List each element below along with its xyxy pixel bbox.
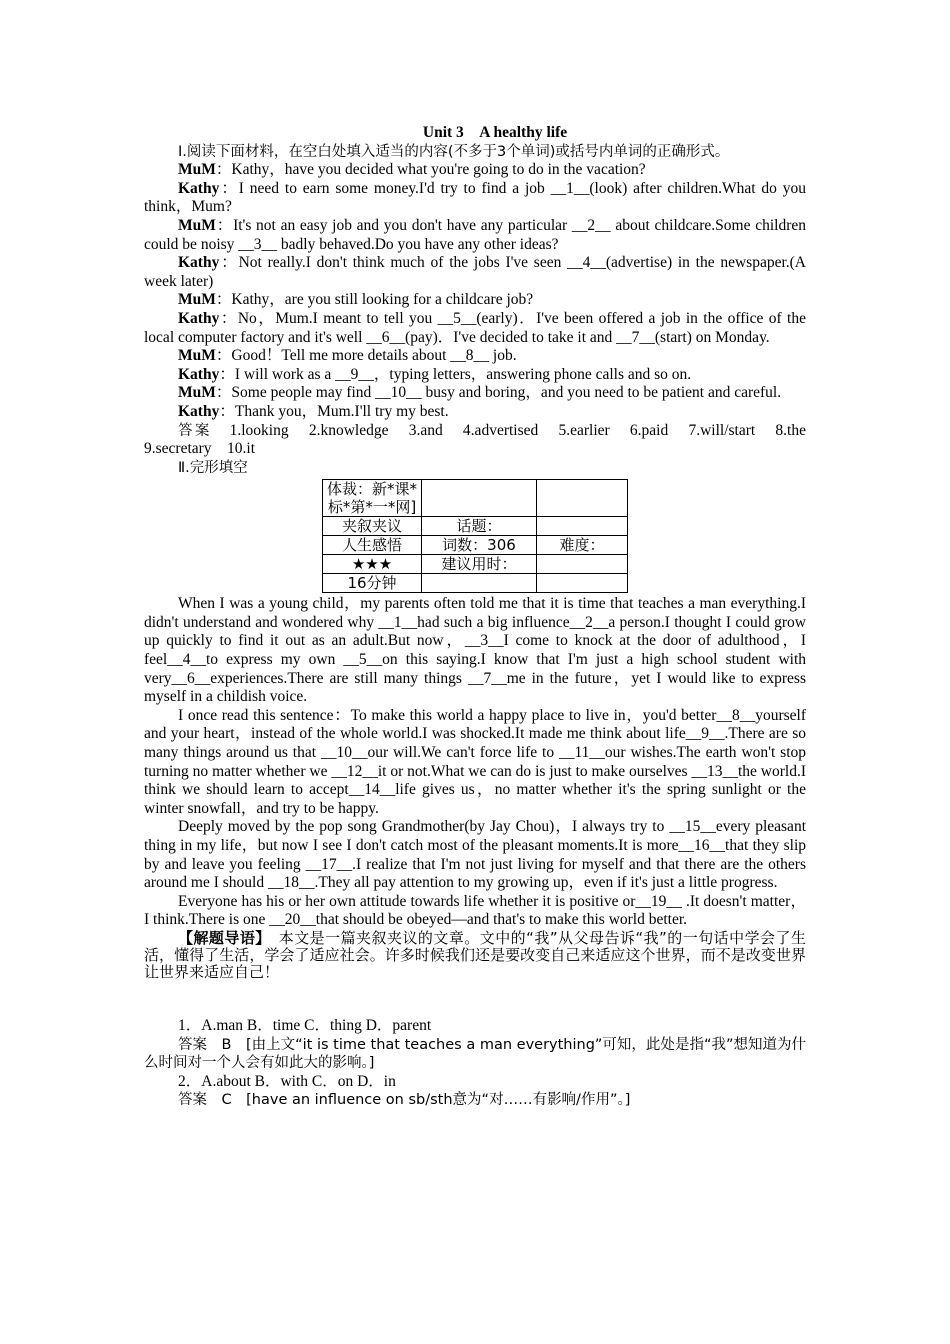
passage-paragraph: I once read this sentence：To make this world a happy place to live in，you'd better__8__yourself and your heart，instead of the whole world.I was shocked.It made me think about life__9__.There are so many things around us that __10__our will.We can't force life to __11__our wishes.The earth won't stop turning no matter whether we __12__it or not.What we can do is just to make ourselves __13__the world.I think we should learn to accept__14__life gives us，no matter whether it's the spring sunlight or the winter snowfall，and try to be happy. [144,706,806,817]
dialog-line: Kathy：Thank you，Mum.I'll try my best. [178,402,449,420]
section2-heading: Ⅱ.完形填空 [178,459,248,476]
question-line: 1．A.man B．time C．thing D．parent [178,1016,432,1034]
dialog-line: MuM：Kathy，have you decided what you're going to do in the vacation? [178,161,646,179]
dialog-line: MuM：Good！Tell me more details about __8__ job. [178,347,517,365]
question-answer: 答案 C [have an influence on sb/sth意为“对……有影响/作用”。] [178,1092,631,1109]
guide-note: 【解题导语】 本文是一篇夹叙夹议的文章。文中的“我”从父母告诉“我”的一句话中学会了生活，懂得了生活，学会了适应社会。许多时候我们还是要改变自己来适应这个世界，而不是改变世界让世界来适应自己！ [144,928,806,981]
info-table: 体裁：新*课*标*第*一*网] 夹叙夹议 话题： 人生感悟 词数：306 难度： ★★★ 建议用时： 16分钟 [322,479,628,593]
dialog-line: Kathy：No，Mum.I meant to tell you __5__(early)．I've been offered a job in the office of the local computer factory and it's well __6__(pay)．I've decided to take it and __7__(start) on Monday. [144,309,806,346]
document-page [144,124,822,1110]
dialog-line: MuM：Some people may find __10__ busy and boring，and you need to be patient and careful. [178,384,782,402]
spacer [144,981,806,1017]
dialog-line: Kathy：Not really.I don't think much of the jobs I've seen __4__(advertise) in the newspaper.(A week later) [144,254,806,290]
answer-line: 答案 1.looking 2.knowledge 3.and 4.advertised 5.earlier 6.paid 7.will/start 8.the 9.secretary 10.it [144,421,822,458]
passage-paragraph: Everyone has his or her own attitude towards life whether it is positive or__19__ .It doesn't matter，I think.There is one __20__that should be obeyed—and that's to make this world better. [144,892,806,929]
question-line: 2．A.about B．with C．on D．in [178,1072,396,1090]
unit-title: Unit 3 A healthy life [422,124,568,141]
dialog-line: Kathy：I need to earn some money.I'd try to find a job __1__(look) after children.What do you think，Mum? [144,179,806,216]
passage-paragraph: Deeply moved by the pop song Grandmother(by Jay Chou)，I always try to __15__every pleasant thing in my life，but now I see I don't catch most of the pleasant moments.It is more__16__that they slip by and leave you feeling __17__.I realize that I'm not just living for myself and that there are the others around me I should __18__.They all pay attention to my growing up，even if it's just a little progress. [144,818,806,892]
question-answer: 答案 B [由上文“it is time that teaches a man everything”可知，此处是指“我”想知道为什么时间对一个人会有如此大的影响。] [144,1036,806,1072]
dialog [144,161,806,421]
passage-paragraph: When I was a young child，my parents often told me that it is time that teaches a man everything.I didn't understand and wondered why __1__had such a big influence__2__a person.I thought I could grow up quickly to find it out as an adult.But now，__3__I come to knock at the door of adulthood，I feel__4__to express my own __5__on this saying.I know that I'm just a high school student with very__6__experiences.There are still many things __7__me in the future，yet I would like to express myself in a childish voice. [144,595,806,706]
section1-instruction: Ⅰ.阅读下面材料，在空白处填入适当的内容(不多于3个单词)或括号内单词的正确形式。 [178,143,730,160]
dialog-line: MuM：Kathy，are you still looking for a childcare job? [178,291,534,309]
dialog-line: MuM：It's not an easy job and you don't have any particular __2__ about childcare.Some children could be noisy __3__ badly behaved.Do you have any other ideas? [144,216,806,253]
dialog-line: Kathy：I will work as a __9__，typing letters，answering phone calls and so on. [178,365,692,383]
